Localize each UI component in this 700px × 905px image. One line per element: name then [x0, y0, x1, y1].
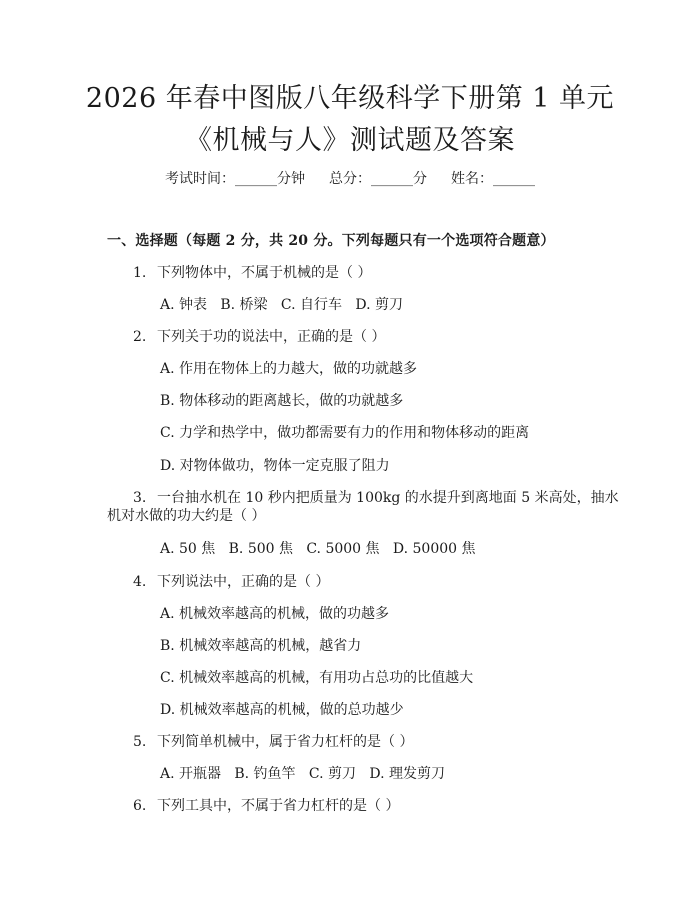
- question-3-text-continued: 机对水做的功大约是（ ）: [107, 508, 266, 524]
- question-4: [133, 571, 329, 591]
- question-4-option-a: A. 机械效率越高的机械，做的功越多: [160, 606, 390, 622]
- question-number: 2.: [133, 329, 147, 345]
- exam-title-line2: 《机械与人》测试题及答案: [185, 125, 515, 156]
- question-2-option-d: D. 对物体做功，物体一定克服了阻力: [160, 458, 390, 474]
- question-5: [133, 731, 413, 751]
- total-score-field: 总分：______分: [329, 171, 427, 187]
- question-2-option-a: A. 作用在物体上的力越大，做的功就越多: [160, 361, 418, 377]
- question-2-option-b: B. 物体移动的距离越长，做的功就越多: [160, 393, 404, 409]
- question-number: 1.: [133, 265, 147, 281]
- question-text: 一台抽水机在 10 秒内把质量为 100kg 的水提升到离地面 5 米高处，抽水: [157, 490, 619, 506]
- exam-title-line1: 2026 年春中图版八年级科学下册第 1 单元: [85, 83, 615, 114]
- question-4-option-b: B. 机械效率越高的机械，越省力: [160, 638, 362, 654]
- question-4-option-c: C. 机械效率越高的机械，有用功占总功的比值越大: [160, 670, 474, 686]
- question-4-option-d: D. 机械效率越高的机械，做的总功越少: [160, 702, 404, 718]
- question-text: 下列工具中，不属于省力杠杆的是（ ）: [157, 798, 400, 814]
- question-5-options: A. 开瓶器 B. 钓鱼竿 C. 剪刀 D. 理发剪刀: [160, 766, 445, 782]
- question-6: [133, 795, 399, 815]
- question-number: 4.: [133, 574, 147, 590]
- exam-time-field: 考试时间：______分钟: [165, 171, 305, 187]
- question-number: 5.: [133, 734, 147, 750]
- question-text: 下列关于功的说法中，正确的是（ ）: [157, 329, 386, 345]
- question-1-options: A. 钟表 B. 桥梁 C. 自行车 D. 剪刀: [160, 297, 403, 313]
- question-number: 3.: [133, 490, 147, 506]
- section-heading-choice: 一、选择题（每题 2 分，共 20 分。下列每题只有一个选项符合题意）: [107, 233, 555, 249]
- question-text: 下列说法中，正确的是（ ）: [157, 574, 330, 590]
- question-3: [133, 487, 619, 507]
- exam-info-row: [0, 168, 700, 188]
- question-3-options: A. 50 焦 B. 500 焦 C. 5000 焦 D. 50000 焦: [160, 541, 476, 557]
- question-number: 6.: [133, 798, 147, 814]
- question-1: [133, 262, 371, 282]
- question-text: 下列物体中，不属于机械的是（ ）: [157, 265, 372, 281]
- question-2-option-c: C. 力学和热学中，做功都需要有力的作用和物体移动的距离: [160, 425, 530, 441]
- student-name-field: 姓名：______: [451, 171, 535, 187]
- question-2: [133, 326, 385, 346]
- question-text: 下列简单机械中，属于省力杠杆的是（ ）: [157, 734, 414, 750]
